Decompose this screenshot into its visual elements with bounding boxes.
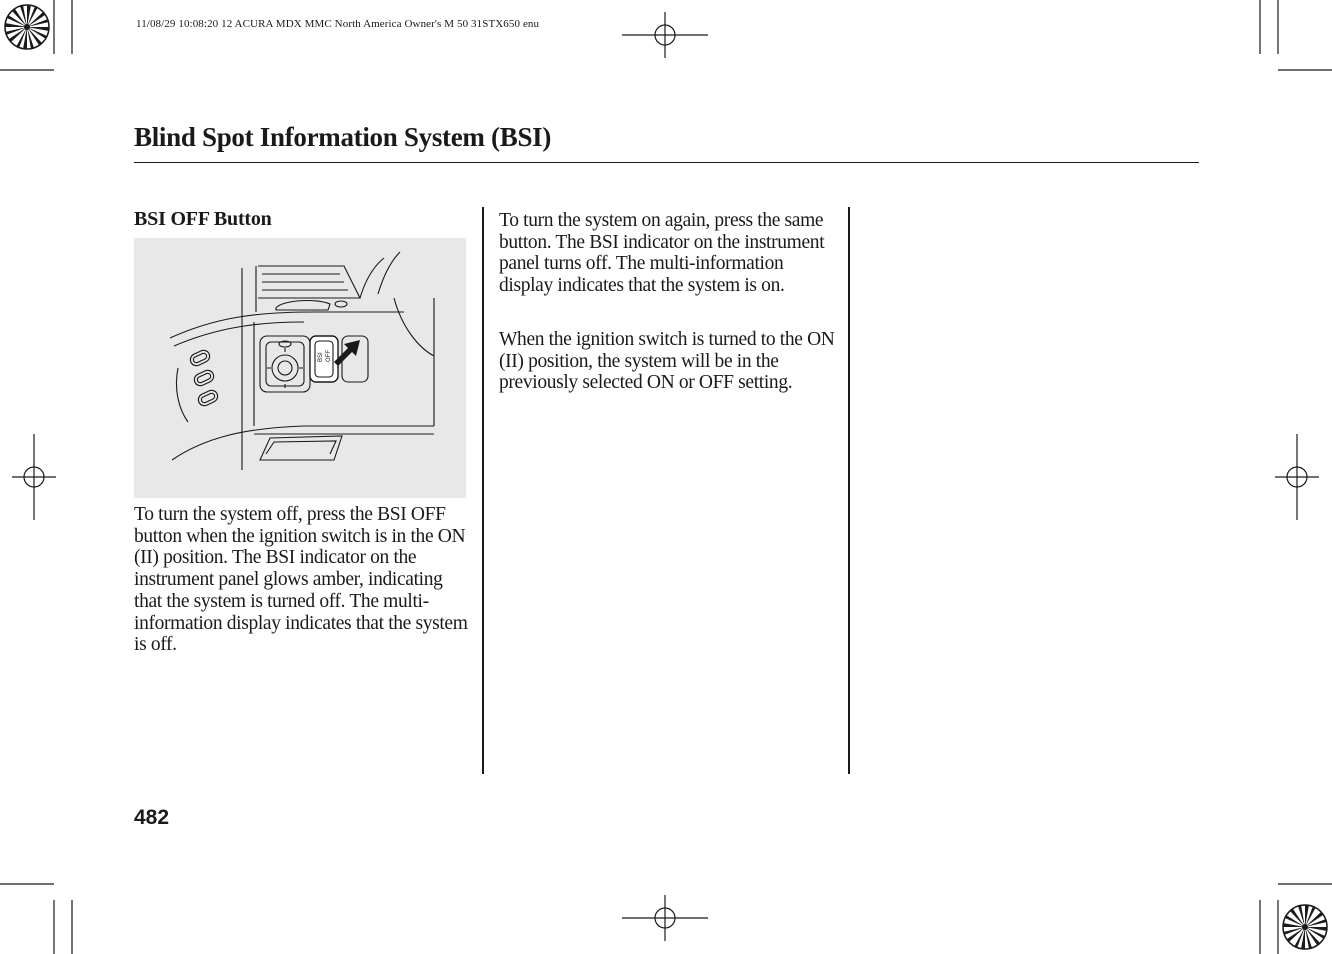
title-rule bbox=[134, 162, 1199, 163]
print-slug: 11/08/29 10:08:20 12 ACURA MDX MMC North America Owner's M 50 31STX650 enu bbox=[136, 18, 540, 30]
page-number: 482 bbox=[134, 806, 170, 829]
bsi-off-button-illustration bbox=[134, 238, 466, 498]
column-divider-2 bbox=[848, 207, 850, 774]
ignition-setting-paragraph: When the ignition switch is turned to the ON (II) position, the system will be in the previously selected ON or OFF setting. bbox=[499, 329, 835, 394]
page-title: Blind Spot Information System (BSI) bbox=[134, 122, 552, 152]
section-heading: BSI OFF Button bbox=[134, 208, 272, 230]
bsi-off-paragraph: To turn the system off, press the BSI OFF button when the ignition switch is in the ON (II) position. The BSI indicator on the instrument panel glows amber, indicating that the system is turned off. The multi-information display indicates that the system is off. bbox=[134, 504, 468, 656]
button-label-bsi: BSI bbox=[318, 352, 324, 362]
button-label-off: OFF bbox=[326, 350, 332, 362]
bsi-on-paragraph: To turn the system on again, press the same button. The BSI indicator on the instrument panel turns off. The multi-information display indicates that the system is on. bbox=[499, 210, 825, 297]
column-divider-1 bbox=[482, 207, 484, 774]
